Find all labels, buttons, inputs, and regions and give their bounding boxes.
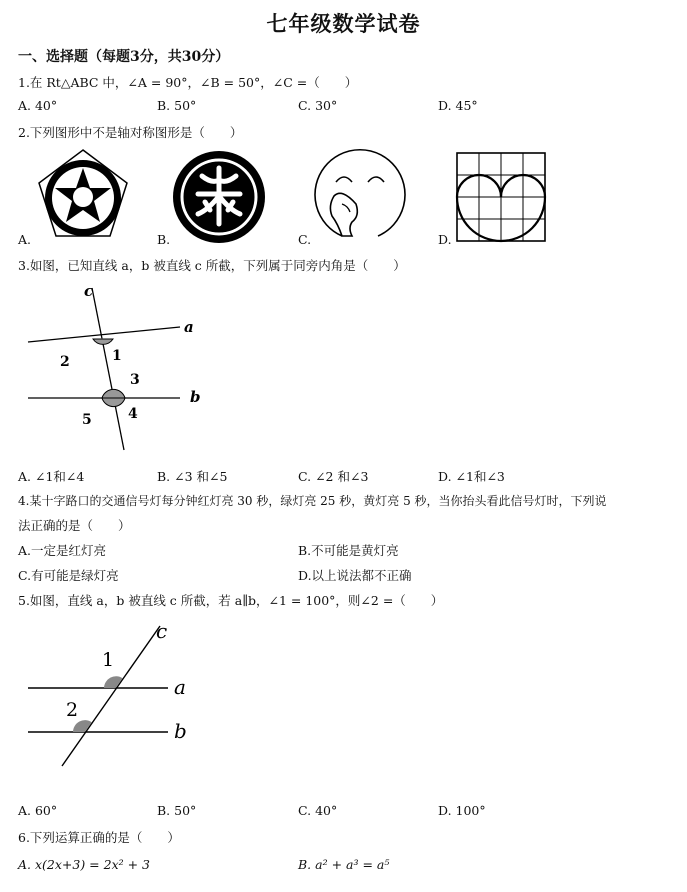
q5-label-b: b [174,719,187,743]
q5-option-d[interactable]: D. 100° [438,803,486,818]
q2-figure-star-icon [36,148,130,242]
q2-figure-face-icon [312,148,408,244]
section-heading: 一、选择题（每题3分，共30分） [18,49,230,65]
q5-label-2: 2 [66,699,79,721]
q5-label-a: a [174,675,186,699]
q5-label-c: c [156,619,168,643]
q2-figure-grid-icon [456,152,546,242]
q3-option-b[interactable]: B. ∠3 和∠5 [157,469,228,484]
question-1-stem: 1.在 Rt△ABC 中，∠A = 90°，∠B = 50°，∠C =（ ） [18,75,358,90]
q5-option-b[interactable]: B. 50° [157,803,197,818]
q1-option-c[interactable]: C. 30° [298,98,338,113]
q4-option-d[interactable]: D.以上说法都不正确 [298,568,412,583]
q3-label-1: 1 [112,348,122,364]
q6-option-b[interactable]: B. a² + a³ = a⁵ [298,857,390,872]
q2-option-c[interactable]: C. [298,232,312,247]
q3-option-c[interactable]: C. ∠2 和∠3 [298,469,369,484]
question-3-stem: 3.如图，已知直线 a，b 被直线 c 所截，下列属于同旁内角是（ ） [18,258,406,273]
q4-option-b[interactable]: B.不可能是黄灯亮 [298,543,399,558]
q3-label-c: c [84,282,94,300]
q3-label-4: 4 [128,406,138,422]
q3-option-d[interactable]: D. ∠1和∠3 [438,469,505,484]
q3-label-b: b [190,388,201,406]
q4-option-c[interactable]: C.有可能是绿灯亮 [18,568,119,583]
q3-label-2: 2 [60,354,70,370]
q2-option-d[interactable]: D. [438,232,452,247]
q3-figure [20,282,220,452]
q5-option-a[interactable]: A. 60° [18,803,58,818]
question-2-stem: 2.下列图形中不是轴对称图形是（ ） [18,125,243,140]
page-title: 七年级数学试卷 [266,11,421,36]
q3-label-a: a [184,318,194,336]
q3-label-3: 3 [130,372,140,388]
q5-label-1: 1 [102,649,115,671]
q1-option-a[interactable]: A. 40° [18,98,58,113]
question-4-stem-line2: 法正确的是（ ） [18,518,131,533]
q2-figure-seal-icon [172,150,266,244]
question-6-stem: 6.下列运算正确的是（ ） [18,830,180,845]
q6-option-a[interactable]: A. x(2x+3) = 2x² + 3 [18,857,151,872]
q1-option-d[interactable]: D. 45° [438,98,478,113]
q3-label-5: 5 [82,412,92,428]
q4-option-a[interactable]: A.一定是红灯亮 [18,543,107,558]
q5-figure [20,618,210,768]
q3-option-a[interactable]: A. ∠1和∠4 [18,469,85,484]
q1-option-b[interactable]: B. 50° [157,98,197,113]
question-4-stem-line1: 4.某十字路口的交通信号灯每分钟红灯亮 30 秒，绿灯亮 25 秒，黄灯亮 5 秒，当你抬头看此信号灯时，下列说 [18,494,607,508]
question-5-stem: 5.如图，直线 a，b 被直线 c 所截，若 a∥b，∠1 = 100°，则∠2 =（ ） [18,593,444,608]
q2-option-a[interactable]: A. [18,232,32,247]
q2-option-b[interactable]: B. [157,232,171,247]
q5-option-c[interactable]: C. 40° [298,803,338,818]
